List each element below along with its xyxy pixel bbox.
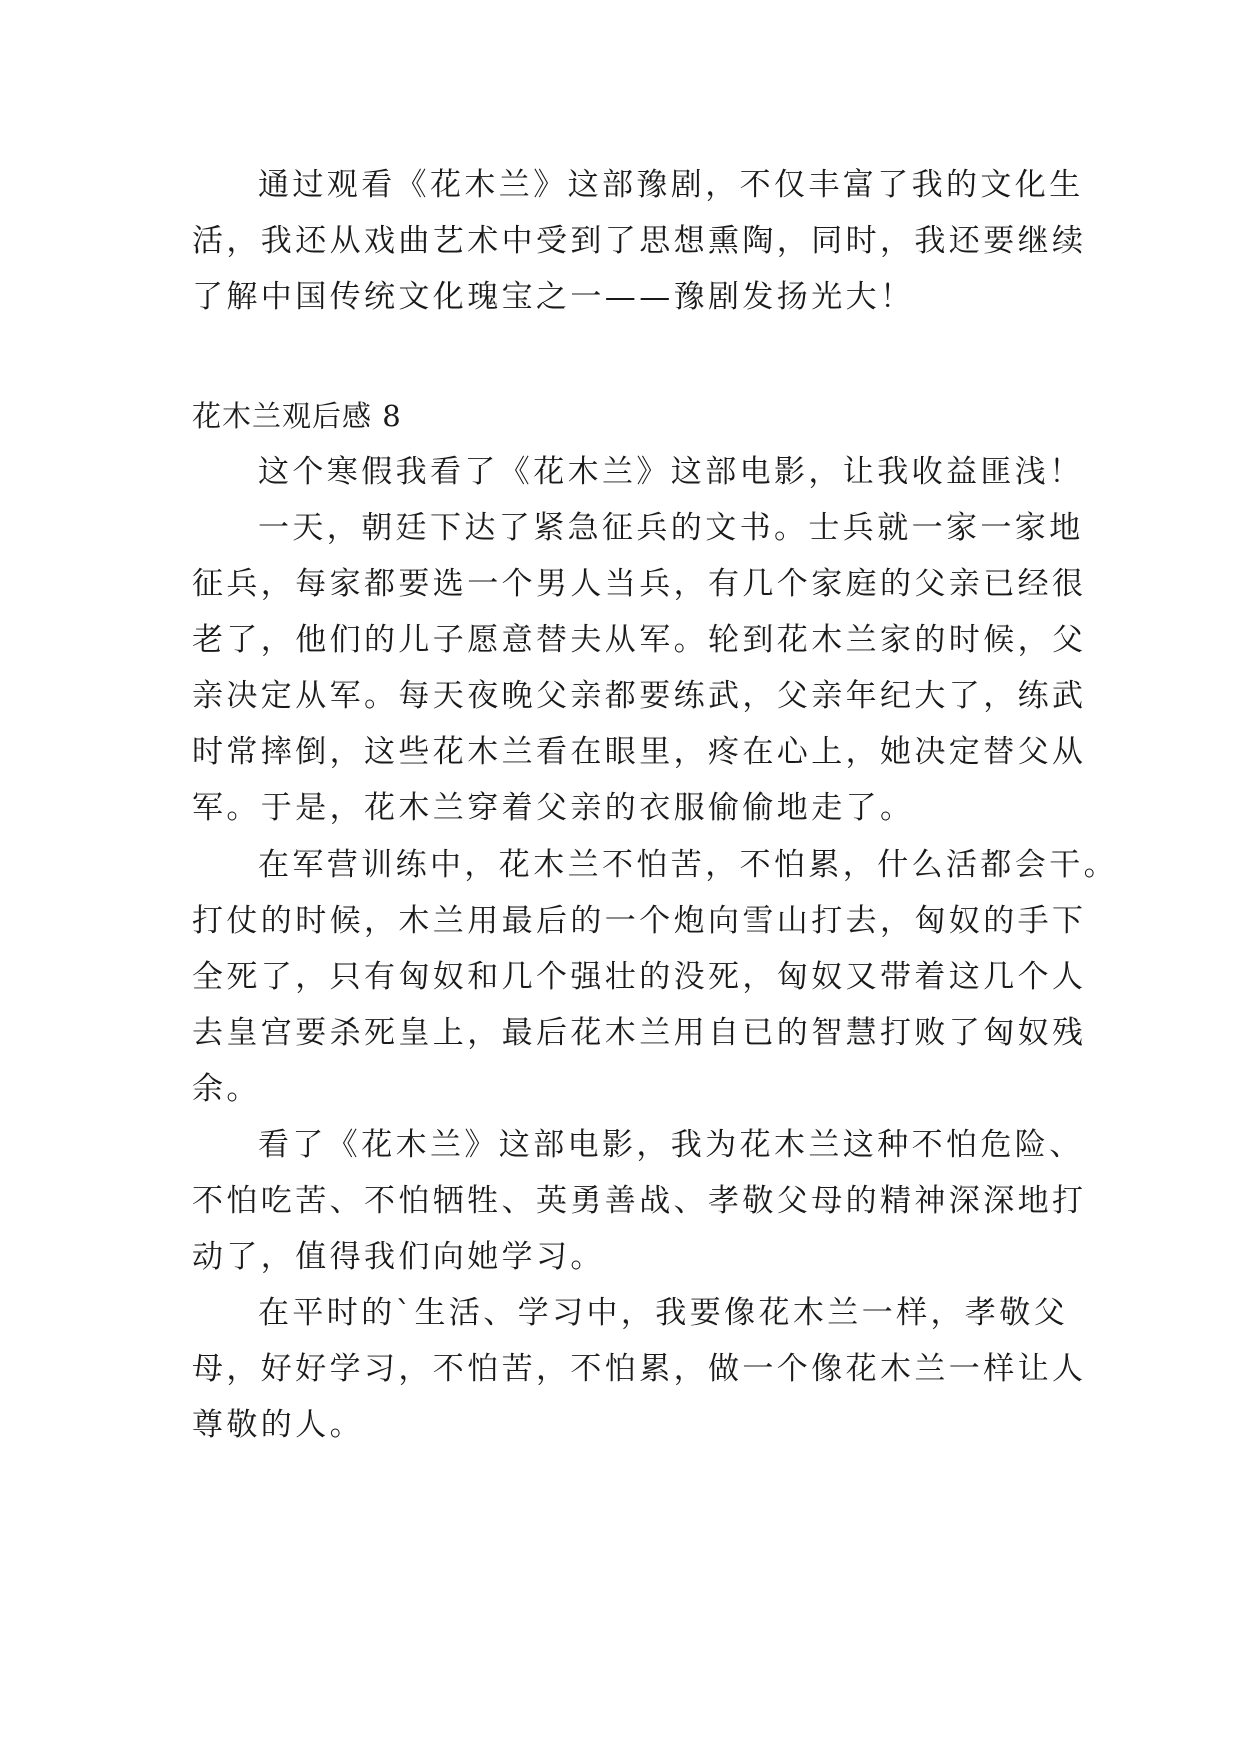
paragraph-line: 老了，他们的儿子愿意替夫从军。轮到花木兰家的时候，父: [192, 622, 1087, 658]
intro-line: 通过观看《花木兰》这部豫剧，不仅丰富了我的文化生: [258, 167, 1084, 203]
paragraph-line: 全死了，只有匈奴和几个强壮的没死，匈奴又带着这几个人: [192, 959, 1087, 995]
paragraph-line: 时常摔倒，这些花木兰看在眼里，疼在心上，她决定替父从: [192, 734, 1087, 770]
paragraph-line: 这个寒假我看了《花木兰》这部电影，让我收益匪浅！: [258, 454, 1084, 490]
paragraph-line: 一天，朝廷下达了紧急征兵的文书。士兵就一家一家地: [258, 510, 1084, 546]
paragraph-line: 看了《花木兰》这部电影，我为花木兰这种不怕危险、: [258, 1127, 1084, 1163]
paragraph-line: 军。于是，花木兰穿着父亲的衣服偷偷地走了。: [192, 790, 915, 826]
paragraph-line: 不怕吃苦、不怕牺牲、英勇善战、孝敬父母的精神深深地打: [192, 1183, 1087, 1219]
paragraph-line: 亲决定从军。每天夜晚父亲都要练武，父亲年纪大了，练武: [192, 678, 1087, 714]
section-title: 花木兰观后感 8: [192, 399, 402, 433]
paragraph-line: 余。: [192, 1071, 261, 1107]
paragraph-line: 动了，值得我们向她学习。: [192, 1239, 605, 1275]
paragraph-line: 去皇宫要杀死皇上，最后花木兰用自已的智慧打败了匈奴残: [192, 1015, 1087, 1051]
intro-line: 活，我还从戏曲艺术中受到了思想熏陶，同时，我还要继续: [192, 223, 1087, 259]
paragraph-line: 在平时的`生活、学习中，我要像花木兰一样，孝敬父: [258, 1295, 1069, 1331]
paragraph-line: 征兵，每家都要选一个男人当兵，有几个家庭的父亲已经很: [192, 566, 1087, 602]
paragraph-line: 打仗的时候，木兰用最后的一个炮向雪山打去，匈奴的手下: [192, 903, 1087, 939]
paragraph-line: 在军营训练中，花木兰不怕苦，不怕累，什么活都会干。: [258, 847, 1118, 883]
intro-line: 了解中国传统文化瑰宝之一——豫剧发扬光大！: [192, 279, 915, 315]
paragraph-line: 尊敬的人。: [192, 1407, 364, 1443]
paragraph-line: 母，好好学习，不怕苦，不怕累，做一个像花木兰一样让人: [192, 1351, 1087, 1387]
